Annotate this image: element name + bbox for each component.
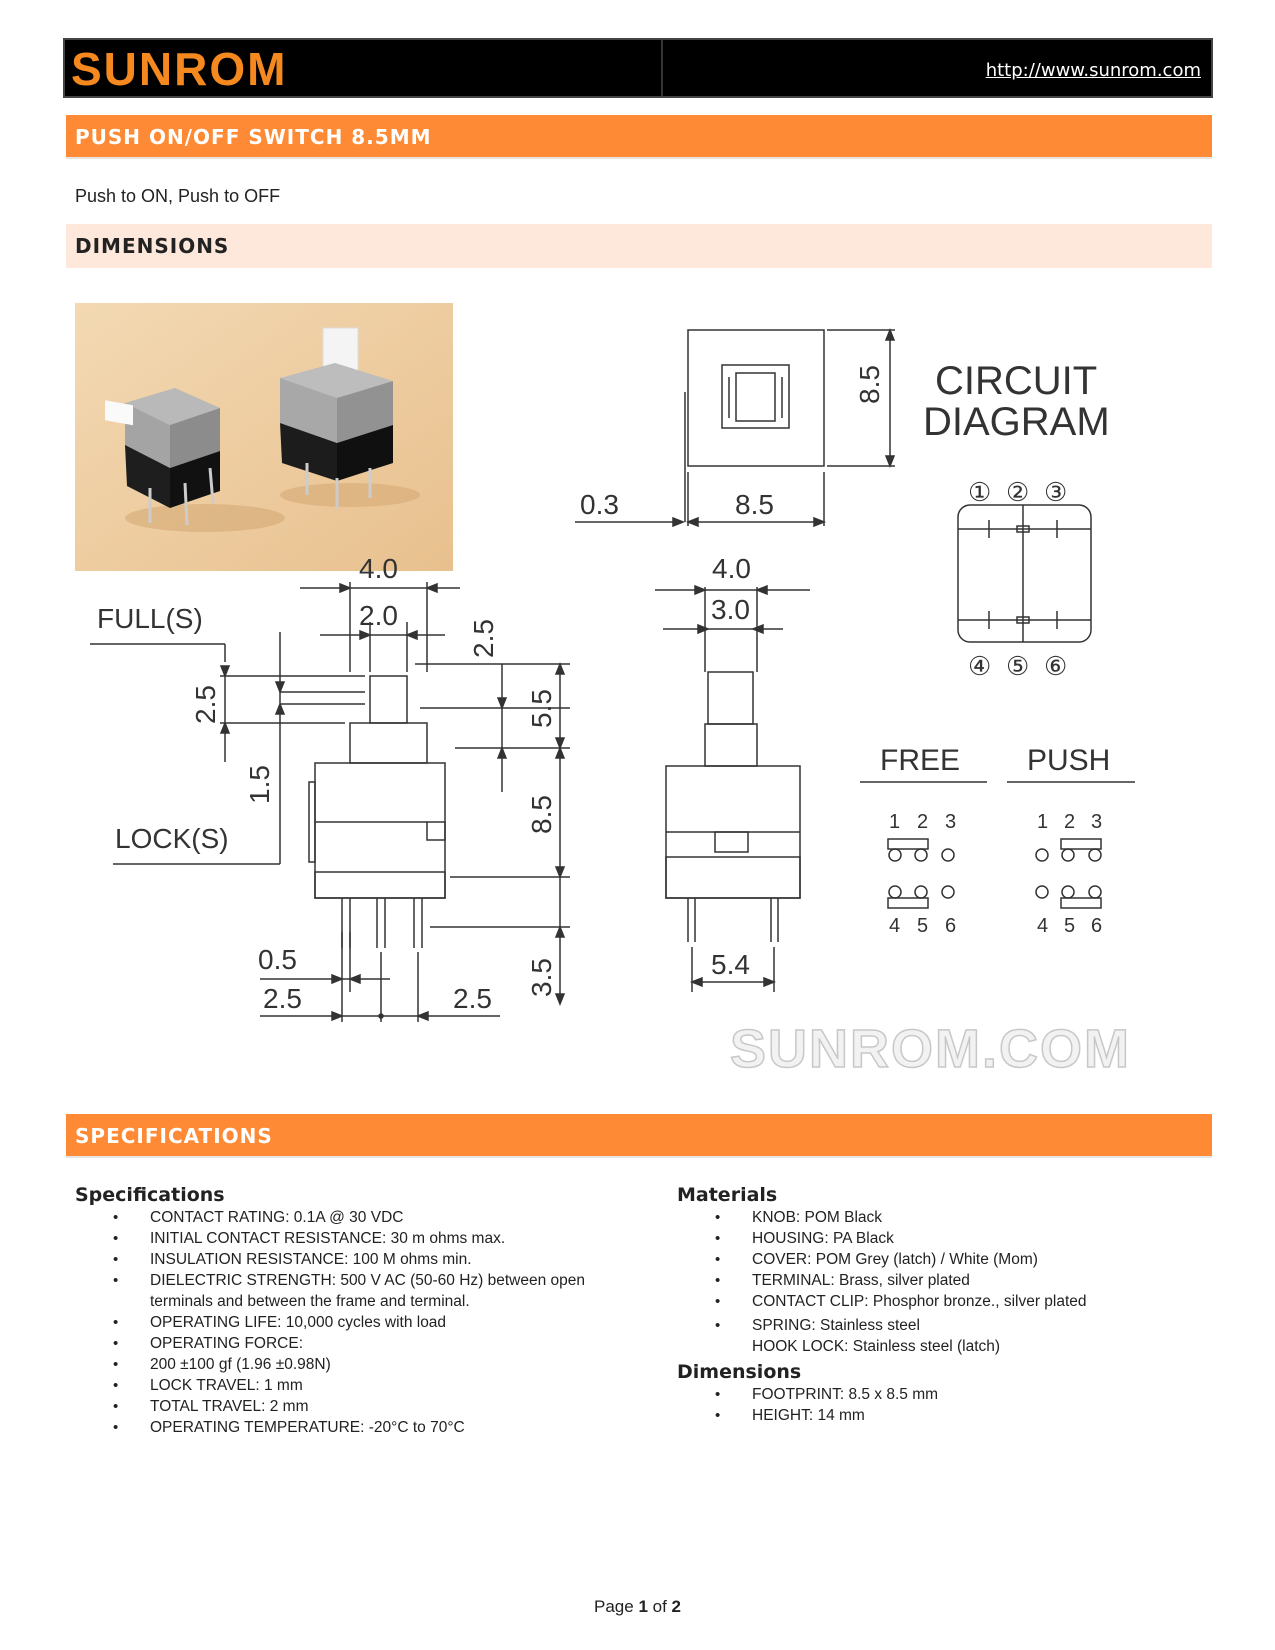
front-knob-inner-label: 3.0 (711, 594, 750, 625)
product-title-bar: PUSH ON/OFF SWITCH 8.5MM (66, 115, 1212, 159)
specifications-list (75, 1207, 615, 1438)
total-pages: 2 (671, 1597, 681, 1616)
list-item (75, 1270, 615, 1312)
free-num-4: 4 (889, 915, 901, 937)
push-num-4: 4 (1037, 915, 1049, 937)
top-offset-label: 0.3 (580, 489, 619, 520)
lock-label: LOCK(S) (115, 823, 229, 854)
full-label: FULL(S) (97, 603, 203, 634)
sunrom-logo: SUNROM (71, 43, 288, 95)
materials-list (677, 1207, 1217, 1357)
circuit-title-line1: CIRCUIT (935, 359, 1098, 403)
circuit-pin-5: ⑤ (1006, 651, 1030, 681)
top-height-label: 8.5 (854, 365, 885, 404)
dielectric-continuation: terminals and between the frame and terminal. (150, 1293, 470, 1310)
page-header (63, 38, 1213, 98)
list-item: • LOCK TRAVEL: 1 mm (75, 1375, 615, 1396)
dimensions-heading: DIMENSIONS (66, 224, 1212, 268)
free-num-2: 2 (917, 811, 929, 833)
list-item: • HEIGHT: 14 mm (677, 1405, 1217, 1426)
list-item: • TOTAL TRAVEL: 2 mm (75, 1396, 615, 1417)
push-num-2: 2 (1064, 811, 1076, 833)
materials-subheading: Materials (677, 1184, 778, 1206)
list-item: • 200 ±100 gf (1.96 ±0.98N) (75, 1354, 615, 1375)
current-page: 1 (638, 1597, 648, 1616)
spring-line: SPRING: Stainless steel (752, 1317, 920, 1334)
push-num-1: 1 (1037, 811, 1049, 833)
page-footer (0, 1597, 1275, 1617)
free-num-5: 5 (917, 915, 929, 937)
knob-inner-label: 2.0 (359, 600, 398, 631)
switch-states (860, 744, 1135, 937)
front-knob-outer-label: 4.0 (712, 553, 751, 584)
free-num-6: 6 (945, 915, 957, 937)
specifications-heading: SPECIFICATIONS (66, 1114, 1212, 1158)
list-item: • KNOB: POM Black (677, 1207, 1217, 1228)
dimension-drawing (75, 292, 1215, 1092)
materials-column (677, 1183, 1217, 1426)
list-item: • OPERATING FORCE: (75, 1333, 615, 1354)
list-item: • INITIAL CONTACT RESISTANCE: 30 m ohms max. (75, 1228, 615, 1249)
dimensions-subheading: Dimensions (677, 1361, 802, 1383)
knob-outer-label: 4.0 (359, 553, 398, 584)
list-item: • CONTACT RATING: 0.1A @ 30 VDC (75, 1207, 615, 1228)
free-label: FREE (880, 744, 961, 777)
hook-lock-line: HOOK LOCK: Stainless steel (latch) (752, 1338, 1001, 1355)
list-item: • TERMINAL: Brass, silver plated (677, 1270, 1217, 1291)
body-height-label: 8.5 (526, 795, 557, 834)
top-width-label: 8.5 (735, 489, 774, 520)
intro-text: Push to ON, Push to OFF (75, 186, 281, 206)
push-num-5: 5 (1064, 915, 1076, 937)
circuit-pin-4: ④ (968, 651, 992, 681)
push-num-6: 6 (1091, 915, 1103, 937)
website-link[interactable]: http://www.sunrom.com (985, 60, 1201, 81)
top-step-label: 2.5 (468, 619, 499, 658)
push-label: PUSH (1027, 744, 1111, 777)
pitch-left-label: 2.5 (263, 983, 302, 1014)
specifications-subheading: Specifications (75, 1184, 225, 1206)
list-item: • FOOTPRINT: 8.5 x 8.5 mm (677, 1384, 1217, 1405)
dielectric-line: DIELECTRIC STRENGTH: 500 V AC (50-60 Hz) between open (150, 1272, 586, 1289)
footer-prefix: Page (594, 1597, 639, 1616)
header-divider (661, 40, 663, 96)
top-view (575, 330, 895, 526)
list-item: • COVER: POM Grey (latch) / White (Mom) (677, 1249, 1217, 1270)
list-item: • OPERATING TEMPERATURE: -20°C to 70°C (75, 1417, 615, 1438)
circuit-title-line2: DIAGRAM (923, 400, 1110, 444)
circuit-pin-3: ③ (1044, 477, 1068, 507)
specifications-column (75, 1183, 615, 1438)
knob-height-label: 5.5 (526, 689, 557, 728)
list-item (677, 1315, 1217, 1357)
front-view (655, 553, 810, 992)
pin-length-label: 3.5 (526, 958, 557, 997)
circuit-pin-1: ① (968, 477, 992, 507)
list-item: • CONTACT CLIP: Phosphor bronze., silver plated (677, 1291, 1217, 1312)
circuit-pin-6: ⑥ (1044, 651, 1068, 681)
list-item: • OPERATING LIFE: 10,000 cycles with load (75, 1312, 615, 1333)
list-item: • INSULATION RESISTANCE: 100 M ohms min. (75, 1249, 615, 1270)
dimensions-list (677, 1384, 1217, 1426)
lock-travel-label: 1.5 (244, 765, 275, 804)
free-num-3: 3 (945, 811, 957, 833)
pitch-right-label: 2.5 (453, 983, 492, 1014)
push-num-3: 3 (1091, 811, 1103, 833)
pin-width-label: 0.5 (258, 944, 297, 975)
free-num-1: 1 (889, 811, 901, 833)
pin-span-label: 5.4 (711, 949, 750, 980)
footer-middle: of (647, 1597, 672, 1616)
full-travel-label: 2.5 (190, 685, 221, 724)
circuit-diagram (923, 359, 1110, 681)
list-item: • HOUSING: PA Black (677, 1228, 1217, 1249)
side-view (90, 553, 570, 1022)
watermark: SUNROM.COM (730, 1019, 1131, 1079)
circuit-pin-2: ② (1006, 477, 1030, 507)
